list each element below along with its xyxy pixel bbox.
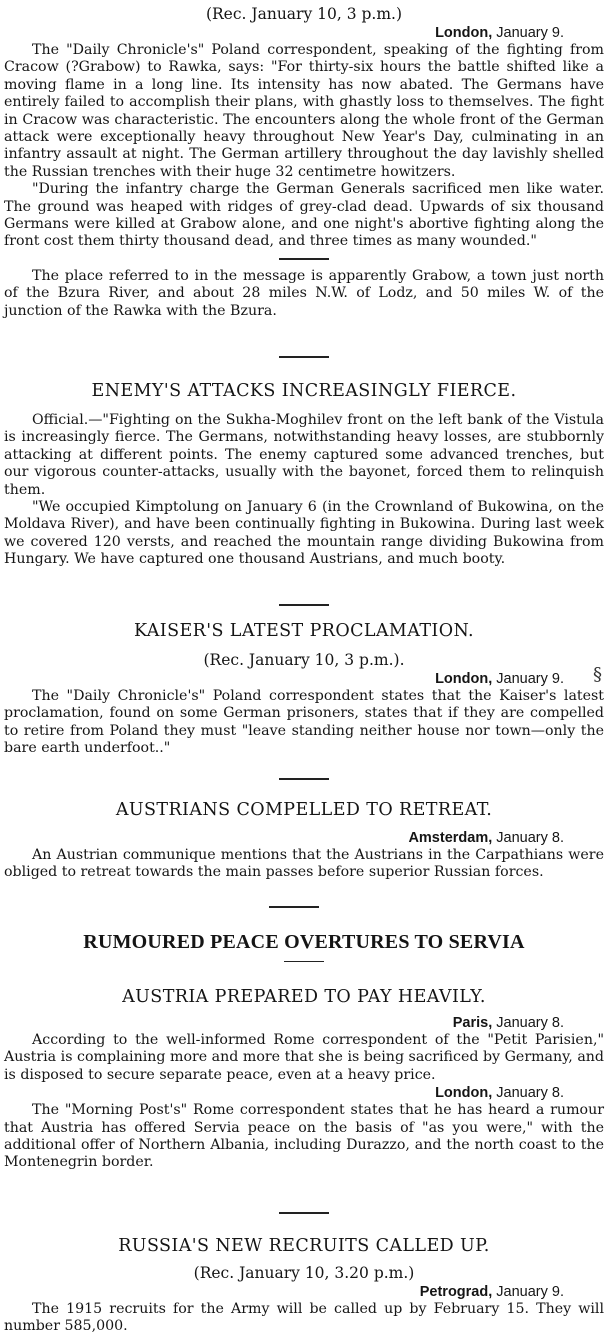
article-austrians-retreat <box>0 799 608 882</box>
headline: RUSSIA'S NEW RECRUITS CALLED UP. <box>118 1236 490 1256</box>
main-headline: RUMOURED PEACE OVERTURES TO SERVIA <box>83 931 525 953</box>
paragraph: The place referred to in the message is apparently Grabow, a town just north of the Bzura River, and about 28 miles N.W. of Lodz, and 50 miles W. of the junction of the Rawka with the Bzura. <box>4 267 604 319</box>
dateline <box>0 829 564 847</box>
paragraph: The "Daily Chronicle's" Poland correspondent, speaking of the fighting from Cracow (?Grabow) to Rawka, says: "For thirty-six hours the battle shifted like a moving flame in a long line. Its intensity has now abated. The Germans have entirely failed to accomplish their plans, with ghastly loss to themselves. The fight in Cracow was characteristic. The encounters along the whole front of the German attack were exceptionally heavy throughout New Year's Day, culminating in an infantry assault at night. The German artillery throughout the day lavishly shelled the Russian trenches with their huge 32 centimetre howitzers. <box>4 42 604 180</box>
paragraph: The "Morning Post's" Rome correspondent states that he has heard a rumour that Austria has offered Servia peace on the basis of "as you were," with the additional offer of Northern Albania, including Durazzo, and the north coast to the Montenegrin border. <box>4 1102 604 1171</box>
divider-rule <box>269 906 319 908</box>
article-enemy-attacks <box>0 380 608 569</box>
divider-rule <box>279 604 329 606</box>
headline: AUSTRIANS COMPELLED TO RETREAT. <box>115 800 493 820</box>
divider-rule <box>279 1212 329 1214</box>
paragraph: "We occupied Kimptolung on January 6 (in the Crownland of Bukowina, on the Moldava River), and have been continually fighting in Bukowina. During last week we covered 120 versts, and reached the mountain range dividing Bukowina from Hungary. We have captured one thousand Austrians, and much booty. <box>4 499 604 568</box>
headline: ENEMY'S ATTACKS INCREASINGLY FIERCE. <box>91 381 517 401</box>
article-kaiser-proclamation <box>0 620 608 758</box>
dateline <box>0 670 564 688</box>
paragraph: The "Daily Chronicle's" Poland correspondent states that the Kaiser's latest proclamation, found on some German prisoners, states that if they are compelled to retire from Poland they must "leave standing neither house nor town—only the bare earth underfoot.." <box>4 688 604 757</box>
article-russian-recruits <box>0 1235 608 1336</box>
dateline-place: London, <box>435 1085 493 1102</box>
article-poland-fighting <box>0 4 608 320</box>
received-line: (Rec. January 10, 3.20 p.m.) <box>193 1264 415 1282</box>
dateline-place: London, <box>435 671 493 687</box>
dateline <box>0 24 564 42</box>
margin-mark-icon: § <box>593 664 602 685</box>
dateline-date: January 8. <box>496 1085 564 1102</box>
dateline-place: Petrograd, <box>419 1284 493 1300</box>
divider-rule <box>279 356 329 358</box>
dateline-date: January 9. <box>496 1284 564 1300</box>
paragraph: Official.—"Fighting on the Sukha-Moghilev front on the left bank of the Vistula is increasingly fierce. The Germans, notwithstanding heavy losses, are stubbornly attacking at different points. The enemy captured some advanced trenches, but our vigorous counter-attacks, usually with the bayonet, forced them to relinquish them. <box>4 412 604 498</box>
received-line: (Rec. January 10, 3 p.m.) <box>205 5 403 23</box>
divider-rule <box>279 778 329 780</box>
paragraph: According to the well-informed Rome correspondent of the "Petit Parisien," Austria is complaining more and more that she is being sacrificed by Germany, and is disposed to secure separate peace, even at a heavy price. <box>4 1032 604 1083</box>
dateline <box>0 1084 564 1102</box>
dateline-place: Paris, <box>452 1015 493 1031</box>
dateline-date: January 9. <box>496 671 564 687</box>
article-peace-overtures <box>0 929 608 1172</box>
dateline-date: January 8. <box>496 1015 564 1031</box>
headline: AUSTRIA PREPARED TO PAY HEAVILY. <box>122 987 486 1007</box>
received-line: (Rec. January 10, 3 p.m.). <box>203 651 405 669</box>
dateline <box>0 1283 564 1301</box>
divider-rule <box>279 258 329 260</box>
dateline-place: London, <box>435 25 493 41</box>
headline: KAISER'S LATEST PROCLAMATION. <box>133 621 475 641</box>
paragraph: "During the infantry charge the German Generals sacrificed men like water. The ground was heaped with ridges of grey-clad dead. Upwards of six thousand Germans were killed at Grabow alone, and one night's abortive fighting along the front cost them thirty thousand dead, and three times as many wounded." <box>4 181 604 250</box>
paragraph: An Austrian communique mentions that the Austrians in the Carpathians were obliged to retreat towards the main passes before superior Russian forces. <box>4 847 604 881</box>
dateline-place: Amsterdam, <box>408 830 493 846</box>
paragraph: The 1915 recruits for the Army will be called up by February 15. They will number 585,000. <box>4 1301 604 1335</box>
dateline-date: January 9. <box>496 25 564 41</box>
dateline <box>0 1014 564 1032</box>
dateline-date: January 8. <box>496 830 564 846</box>
